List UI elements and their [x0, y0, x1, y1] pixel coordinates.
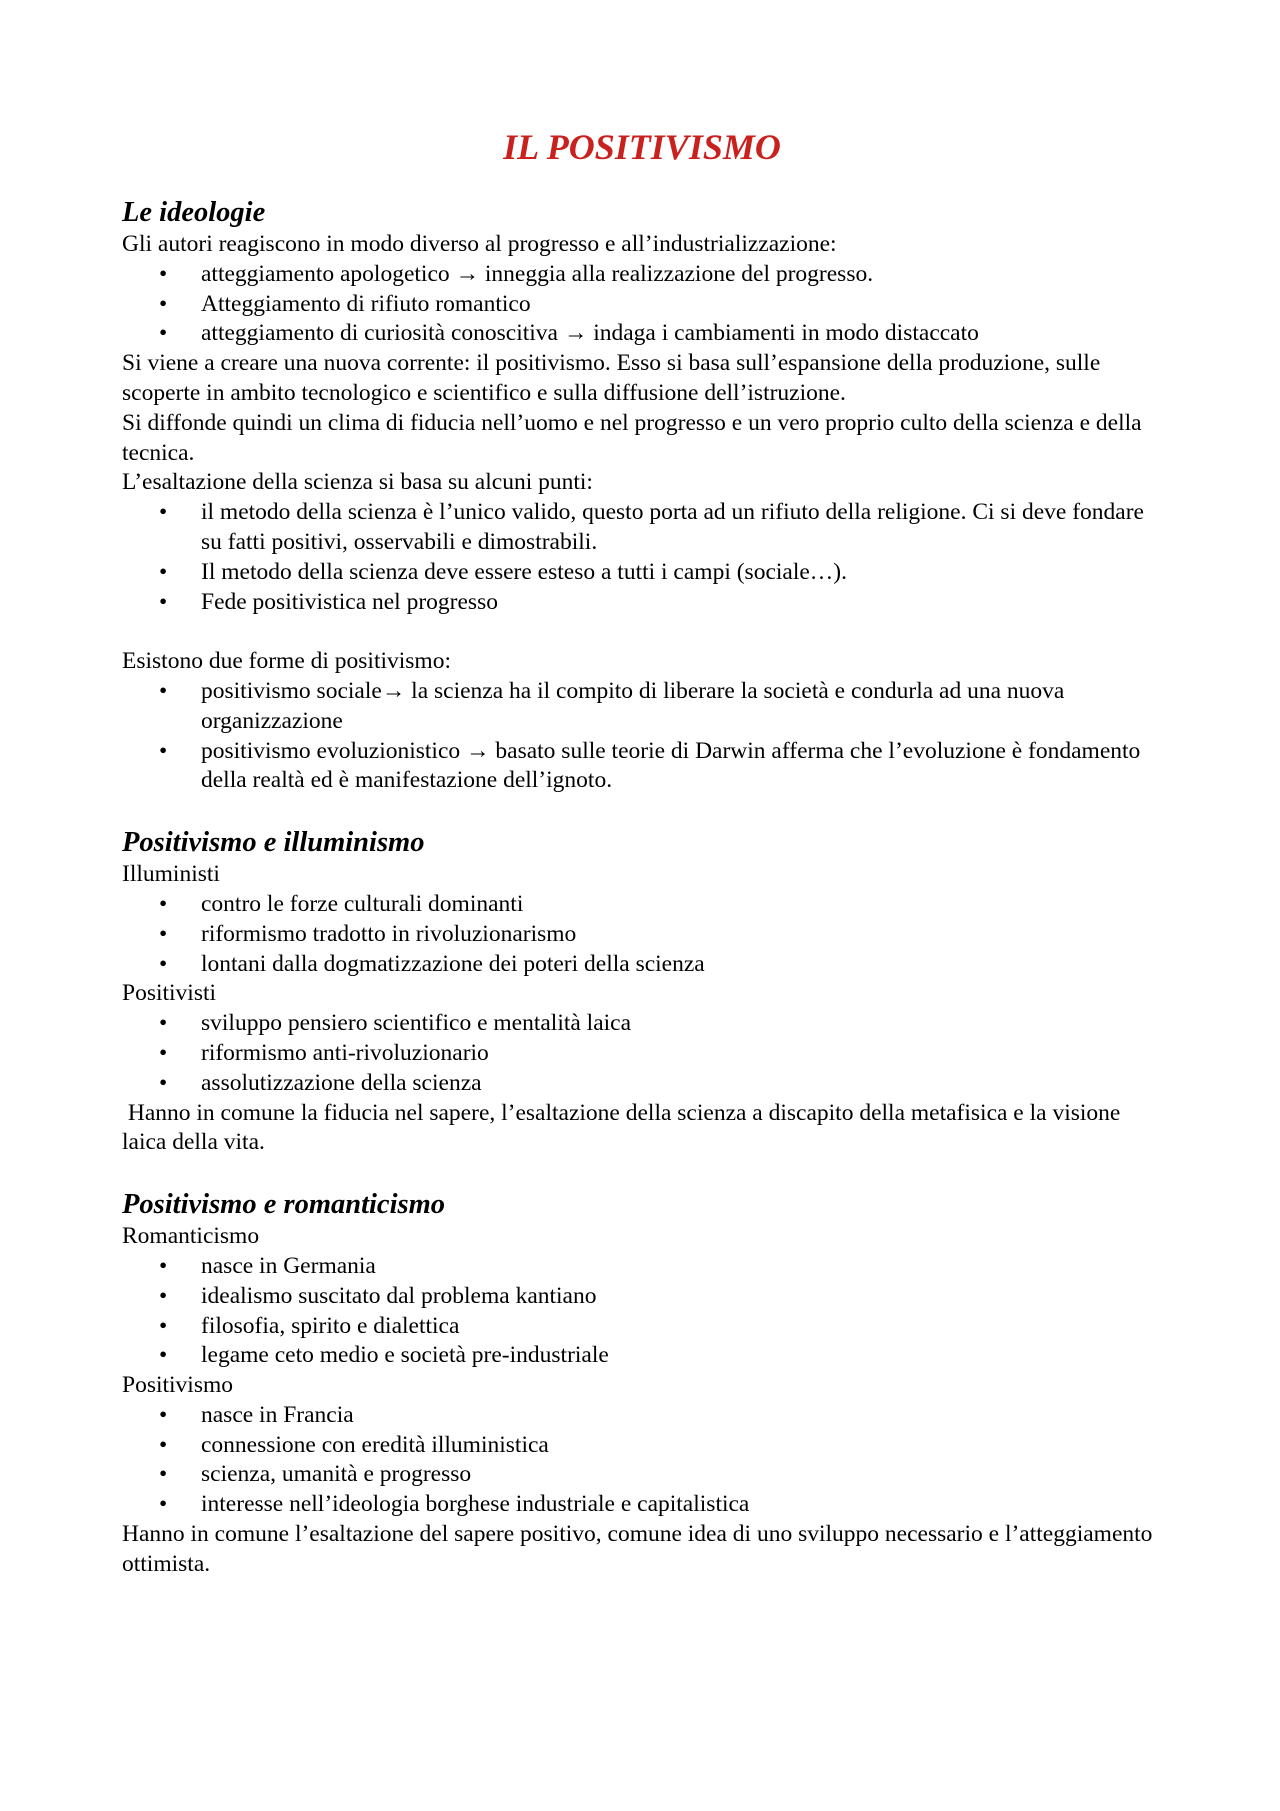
list-item: • filosofia, spirito e dialettica: [122, 1312, 1162, 1342]
list-item: • interesse nell’ideologia borghese industriale e capitalistica: [122, 1490, 1162, 1520]
paragraph: Si viene a creare una nuova corrente: il positivismo. Esso si basa sull’espansione della produzione, sulle scoperte in ambito tecnologico e scientifico e sulla diffusione dell’istruzione.: [122, 350, 1101, 406]
section-romanticismo: [122, 1188, 1162, 1580]
group-label: Positivisti: [122, 980, 217, 1007]
bullet-list: [122, 1401, 1162, 1520]
list-item: • Atteggiamento di rifiuto romantico: [122, 290, 1162, 320]
list-item: • nasce in Germania: [122, 1252, 1162, 1282]
list-item: • idealismo suscitato dal problema kantiano: [122, 1282, 1162, 1312]
list-item: • sviluppo pensiero scientifico e mentalità laica: [122, 1009, 1162, 1039]
section-ideologie: [122, 196, 1162, 796]
list-item: • lontani dalla dogmatizzazione dei poteri della scienza: [122, 950, 1162, 980]
bullet-list: [122, 890, 1162, 979]
paragraph: Hanno in comune la fiducia nel sapere, l’esaltazione della scienza a discapito della metafisica e la visione laica della vita.: [122, 1099, 1127, 1156]
document-title: IL POSITIVISMO: [503, 127, 781, 167]
list-item: • assolutizzazione della scienza: [122, 1069, 1162, 1099]
blank-line: [122, 617, 1162, 647]
list-item: • riformismo tradotto in rivoluzionarismo: [122, 920, 1162, 950]
bullet-list: [122, 498, 1162, 617]
document-page: [122, 118, 1162, 1580]
list-item: • il metodo della scienza è l’unico valido, questo porta ad un rifiuto della religione. Ci si deve fondare su fatti positivi, osservabili e dimostrabili.: [122, 498, 1162, 558]
bullet-list: [122, 1252, 1162, 1371]
bullet-list: [122, 1009, 1162, 1098]
group-label: Positivismo: [122, 1372, 234, 1399]
group-label: Romanticismo: [122, 1223, 260, 1250]
paragraph: Hanno in comune l’esaltazione del sapere positivo, comune idea di uno sviluppo necessario e l’atteggiamento ottimista.: [122, 1521, 1153, 1577]
paragraph: L’esaltazione della scienza si basa su alcuni punti:: [122, 469, 593, 496]
list-item: • riformismo anti-rivoluzionario: [122, 1039, 1162, 1069]
list-item: • positivismo sociale→ la scienza ha il compito di liberare la società e condurla ad una nuova organizzazione: [122, 677, 1162, 737]
list-item: • legame ceto medio e società pre-industriale: [122, 1341, 1162, 1371]
list-item: • Fede positivistica nel progresso: [122, 588, 1162, 618]
section-heading: Positivismo e illuminismo: [122, 827, 425, 859]
bullet-list: [122, 260, 1162, 349]
paragraph: Gli autori reagiscono in modo diverso al progresso e all’industrializzazione:: [122, 231, 837, 257]
list-item: • positivismo evoluzionistico → basato sulle teorie di Darwin afferma che l’evoluzione è fondamento della realtà ed è manifestazione dell’ignoto.: [122, 737, 1162, 797]
paragraph: Si diffonde quindi un clima di fiducia nell’uomo e nel progresso e un vero proprio culto della scienza e della tecnica.: [122, 409, 1142, 466]
group-label: Illuministi: [122, 861, 220, 888]
list-item: • atteggiamento di curiosità conoscitiva → indaga i cambiamenti in modo distaccato: [122, 319, 1162, 349]
paragraph: Esistono due forme di positivismo:: [122, 648, 451, 675]
section-illuminismo: [122, 826, 1162, 1158]
list-item: • atteggiamento apologetico → inneggia alla realizzazione del progresso.: [122, 260, 1162, 290]
blank-line: [122, 796, 1162, 826]
bullet-list: [122, 677, 1162, 796]
list-item: • Il metodo della scienza deve essere esteso a tutti i campi (sociale…).: [122, 558, 1162, 588]
section-heading: Positivismo e romanticismo: [122, 1189, 446, 1221]
list-item: • scienza, umanità e progresso: [122, 1460, 1162, 1490]
list-item: • nasce in Francia: [122, 1401, 1162, 1431]
blank-line: [122, 1158, 1162, 1188]
list-item: • connessione con eredità illuministica: [122, 1431, 1162, 1461]
section-heading: Le ideologie: [122, 197, 266, 228]
list-item: • contro le forze culturali dominanti: [122, 890, 1162, 920]
